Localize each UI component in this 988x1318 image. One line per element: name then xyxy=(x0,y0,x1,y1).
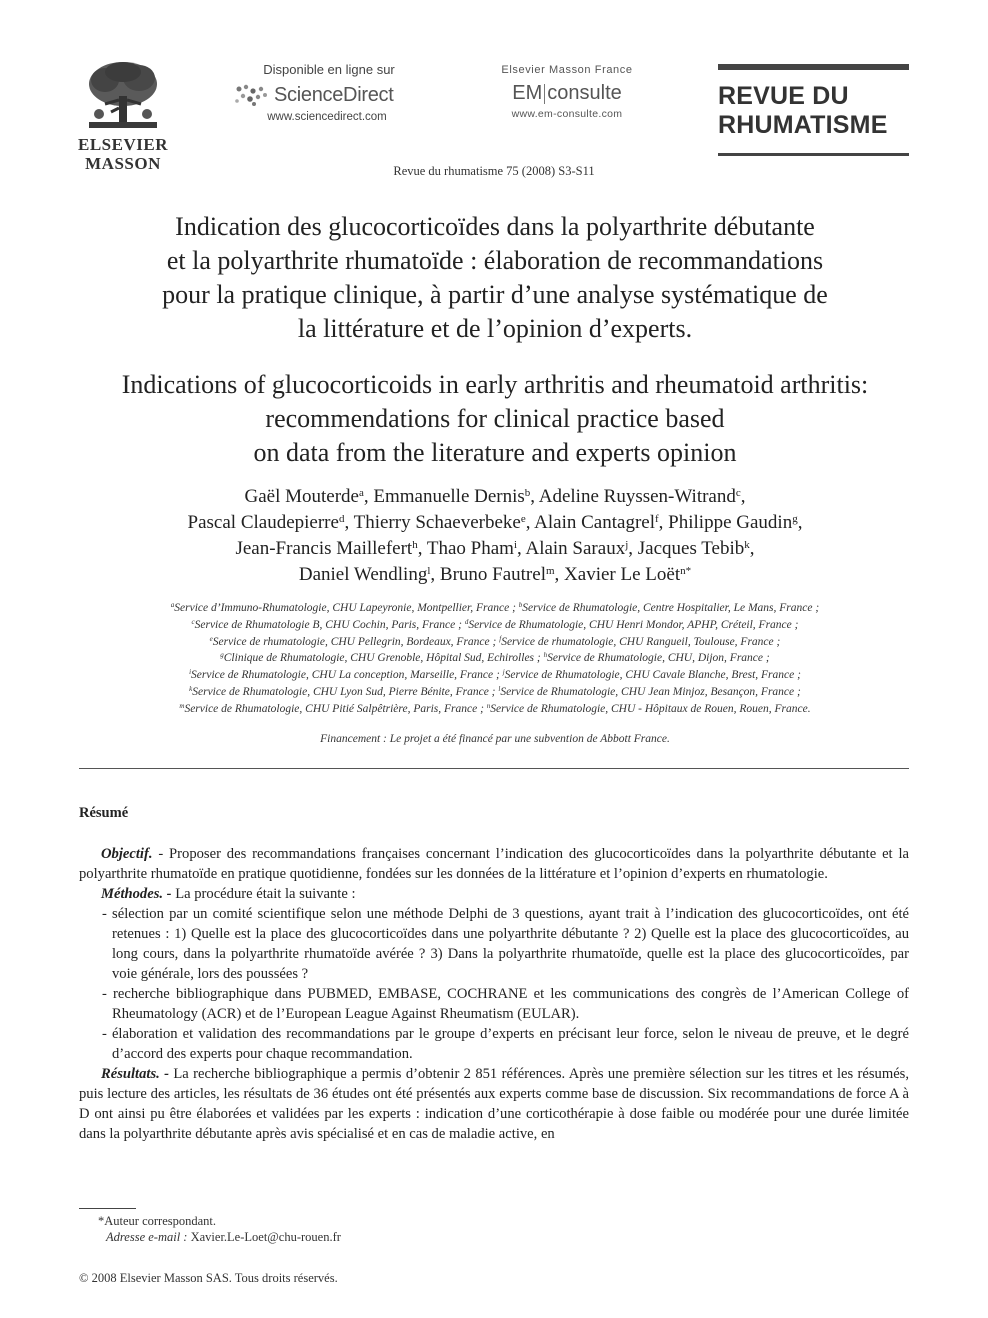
objectif-text: - Proposer des recommandations françaises concernant l’indication des glucocorticoïdes dans la polyarthrite débutante et la polyarthrite rhumatoïde en pratique quotidienne, fondées sur les données de la littérature et l’opinion d’experts en rhumatologie. xyxy=(79,846,909,882)
author-name: Adeline Ruyssen-Witrand xyxy=(538,486,736,507)
resultats-text: La recherche bibliographique a permis d’obtenir 2 851 références. Après une première sélection sur les titres et les résumés, puis lecture des articles, les résultats de 36 études ont été présentés aux experts comme base de discussion. Six recommandations de force A à D ont ainsi pu être élaborées et validées par les experts : indication d’une corticothérapie à dose faible ou modérée pour une durée limitée dans la polyarthrite débutante après avis spécialisé et en cas de maladie active, en xyxy=(79,1066,909,1142)
elsevier-masson-logo xyxy=(78,60,168,172)
elsevier-tree-icon xyxy=(85,60,161,134)
footnote-rule xyxy=(79,1208,136,1209)
methodes-text: La procédure était la suivante : xyxy=(171,886,356,902)
author-affil-mark: i xyxy=(513,539,518,551)
title-fr-line: et la polyarthrite rhumatoïde : élaboration de recommandations xyxy=(166,246,824,275)
author-name: Emmanuelle Dernis xyxy=(373,486,525,507)
author-affil-mark: m xyxy=(545,565,555,577)
abstract-objectif xyxy=(79,844,909,884)
author-name: Gaël Mouterde xyxy=(244,486,359,507)
corresponding-author-note: *Auteur correspondant. xyxy=(98,1214,217,1228)
abstract-resultats xyxy=(79,1064,909,1144)
author-affil-mark: h xyxy=(412,539,418,551)
author-affil-mark: j xyxy=(625,539,629,551)
author-name: Thierry Schaeverbeke xyxy=(353,512,521,533)
title-fr-line: pour la pratique clinique, à partir d’une analyse systématique de xyxy=(162,280,828,309)
author-affil-mark: f xyxy=(655,513,659,525)
affiliation-line: $^m$Service de Rhumatologie, CHU Pitié Salpêtrière, Paris, France ; $^n$Service de Rhumatologie, CHU - Hôpitaux de Rouen, Rouen, France. xyxy=(179,701,811,715)
article-title-french xyxy=(80,210,910,346)
em-publisher-text: Elsevier Masson France xyxy=(501,64,633,76)
abstract-body xyxy=(79,844,909,1144)
methodes-item: - recherche bibliographique dans PUBMED, EMBASE, COCHRANE et les communications des congrès de l’American College of Rheumatology (ACR) et de l’European League Against Rheumatism (EULAR). xyxy=(102,986,909,1022)
header-divider xyxy=(79,768,909,769)
email-label: Adresse e-mail : xyxy=(106,1230,188,1244)
journal-title-line2: RHUMATISME xyxy=(718,111,888,139)
objectif-label: Objectif. xyxy=(101,846,153,862)
em-consulte-block[interactable] xyxy=(494,64,640,120)
methodes-label: Méthodes. - xyxy=(101,886,172,902)
journal-reference: Revue du rhumatisme 75 (2008) S3-S11 xyxy=(393,164,595,178)
affiliation-line: $^g$Clinique de Rhumatologie, CHU Grenoble, Hôpital Sud, Echirolles ; $^h$Service de Rhumatologie, CHU, Dijon, France ; xyxy=(220,651,770,665)
sd-available-text: Disponible en ligne sur xyxy=(263,62,395,77)
title-fr-line: Indication des glucocorticoïdes dans la polyarthrite débutante xyxy=(175,212,815,241)
affiliation-line: $^c$Service de Rhumatologie B, CHU Cochin, Paris, France ; $^d$Service de Rhumatologie, CHU Henri Mondor, APHP, Créteil, France ; xyxy=(191,617,799,631)
author-affil-mark: n* xyxy=(680,565,692,577)
author-affil-mark: b xyxy=(524,487,531,499)
author-line: Pascal Claudepierre$^d$, Thierry Schaeverbeke$^e$, Alain Cantagrel$^f$, Philippe Gaudin$^g$, xyxy=(187,512,803,533)
copyright-notice: © 2008 Elsevier Masson SAS. Tous droits réservés. xyxy=(79,1271,338,1285)
author-name: Pascal Claudepierre xyxy=(187,512,339,533)
email-address[interactable]: Xavier.Le-Loet@chu-rouen.fr xyxy=(190,1230,341,1244)
affiliation-line: $^i$Service de Rhumatologie, CHU La conception, Marseille, France ; $^j$Service de Rhumatologie, CHU Cavale Blanche, Brest, France ; xyxy=(189,668,801,682)
em-logo-left: EM xyxy=(512,82,543,104)
methodes-item: - sélection par un comité scientifique selon une méthode Delphi de 3 questions, ayant trait à l’indication des glucocorticoïdes, ont été retenues : 1) Quelle est la place des glucocorticoïdes dans une polyarthrite débutante ? 2) Quelle est la place des glucocorticoïdes, au long cours, dans la polyarthrite rhumatoïde avérée ? 3) Dans la polyarthrite rhumatoïde, quelle est la place des glucocorticoïdes, par voie générale, lors des poussées ? xyxy=(102,906,909,982)
author-list xyxy=(80,484,910,588)
author-affil-mark: c xyxy=(735,487,741,499)
masthead-rule-top xyxy=(718,64,909,70)
article-title-english xyxy=(80,368,910,470)
title-en-line: Indications of glucocorticoids in early arthritis and rheumatoid arthritis: xyxy=(121,370,869,399)
author-affil-mark: e xyxy=(520,513,526,525)
author-affil-mark: d xyxy=(338,513,345,525)
elsevier-wordmark: ELSEVIER xyxy=(78,135,168,154)
affiliation-line: $^a$Service d’Immuno-Rhumatologie, CHU Lapeyronie, Montpellier, France ; $^b$Service de Rhumatologie, Centre Hospitalier, Le Mans, France ; xyxy=(170,601,820,614)
author-affil-mark: l xyxy=(427,565,431,577)
author-name: Thao Pham xyxy=(426,538,514,559)
author-affil-mark: g xyxy=(792,513,798,525)
affiliation-line: $^k$Service de Rhumatologie, CHU Lyon Sud, Pierre Bénite, France ; $^l$Service de Rhumatologie, CHU Jean Minjoz, Besançon, France ; xyxy=(189,684,801,698)
sciencedirect-block[interactable] xyxy=(234,62,414,123)
email-note xyxy=(106,1230,341,1245)
em-consulte-logo xyxy=(494,82,640,105)
author-name: Alain Saraux xyxy=(525,538,626,559)
abstract-heading: Résumé xyxy=(79,805,129,821)
author-name: Bruno Fautrel xyxy=(439,564,546,585)
author-affil-mark: k xyxy=(744,539,750,551)
title-en-line: recommendations for clinical practice based xyxy=(265,404,725,433)
title-fr-line: la littérature et de l’opinion d’experts. xyxy=(297,314,693,343)
em-logo-right: consulte xyxy=(547,82,622,104)
author-name: Alain Cantagrel xyxy=(534,512,655,533)
abstract-methodes xyxy=(79,884,909,904)
resultats-label: Résultats. - xyxy=(101,1066,170,1082)
title-en-line: on data from the literature and experts opinion xyxy=(253,438,737,467)
sciencedirect-dots-icon xyxy=(234,83,270,107)
author-name: Xavier Le Loët xyxy=(564,564,681,585)
author-affil-mark: a xyxy=(358,487,364,499)
affiliation-line: $^e$Service de rhumatologie, CHU Pellegrin, Bordeaux, France ; $^f$Service de rhumatologie, CHU Rangueil, Toulouse, France ; xyxy=(209,634,781,648)
journal-masthead xyxy=(718,64,909,156)
author-name: Jean-Francis Maillefert xyxy=(235,538,413,559)
author-line: Daniel Wendling$^l$, Bruno Fautrel$^m$, Xavier Le Loët$^{n*}$ xyxy=(298,564,692,585)
author-line: Jean-Francis Maillefert$^h$, Thao Pham$^i$, Alain Saraux$^j$, Jacques Tebib$^k$, xyxy=(235,538,755,559)
methodes-item: - élaboration et validation des recommandations par le groupe d’experts en précisant leur force, selon le niveau de preuve, et le degré d’accord des experts pour chaque recommandation. xyxy=(102,1026,909,1062)
masthead-rule-bottom xyxy=(718,153,909,156)
affiliation-list xyxy=(80,600,910,718)
author-name: Jacques Tebib xyxy=(637,538,745,559)
author-name: Daniel Wendling xyxy=(298,564,428,585)
author-line: Gaël Mouterde$^a$, Emmanuelle Dernis$^b$, Adeline Ruyssen-Witrand$^c$, xyxy=(244,486,746,507)
sciencedirect-url[interactable]: www.sciencedirect.com xyxy=(267,111,387,123)
journal-title-line1: REVUE DU xyxy=(718,82,849,110)
masson-wordmark: MASSON xyxy=(85,154,161,173)
funding-note: Financement : Le projet a été financé par une subvention de Abbott France. xyxy=(320,733,670,745)
sciencedirect-name: ScienceDirect xyxy=(274,83,394,106)
em-consulte-url[interactable]: www.em-consulte.com xyxy=(511,108,623,120)
author-name: Philippe Gaudin xyxy=(668,512,793,533)
